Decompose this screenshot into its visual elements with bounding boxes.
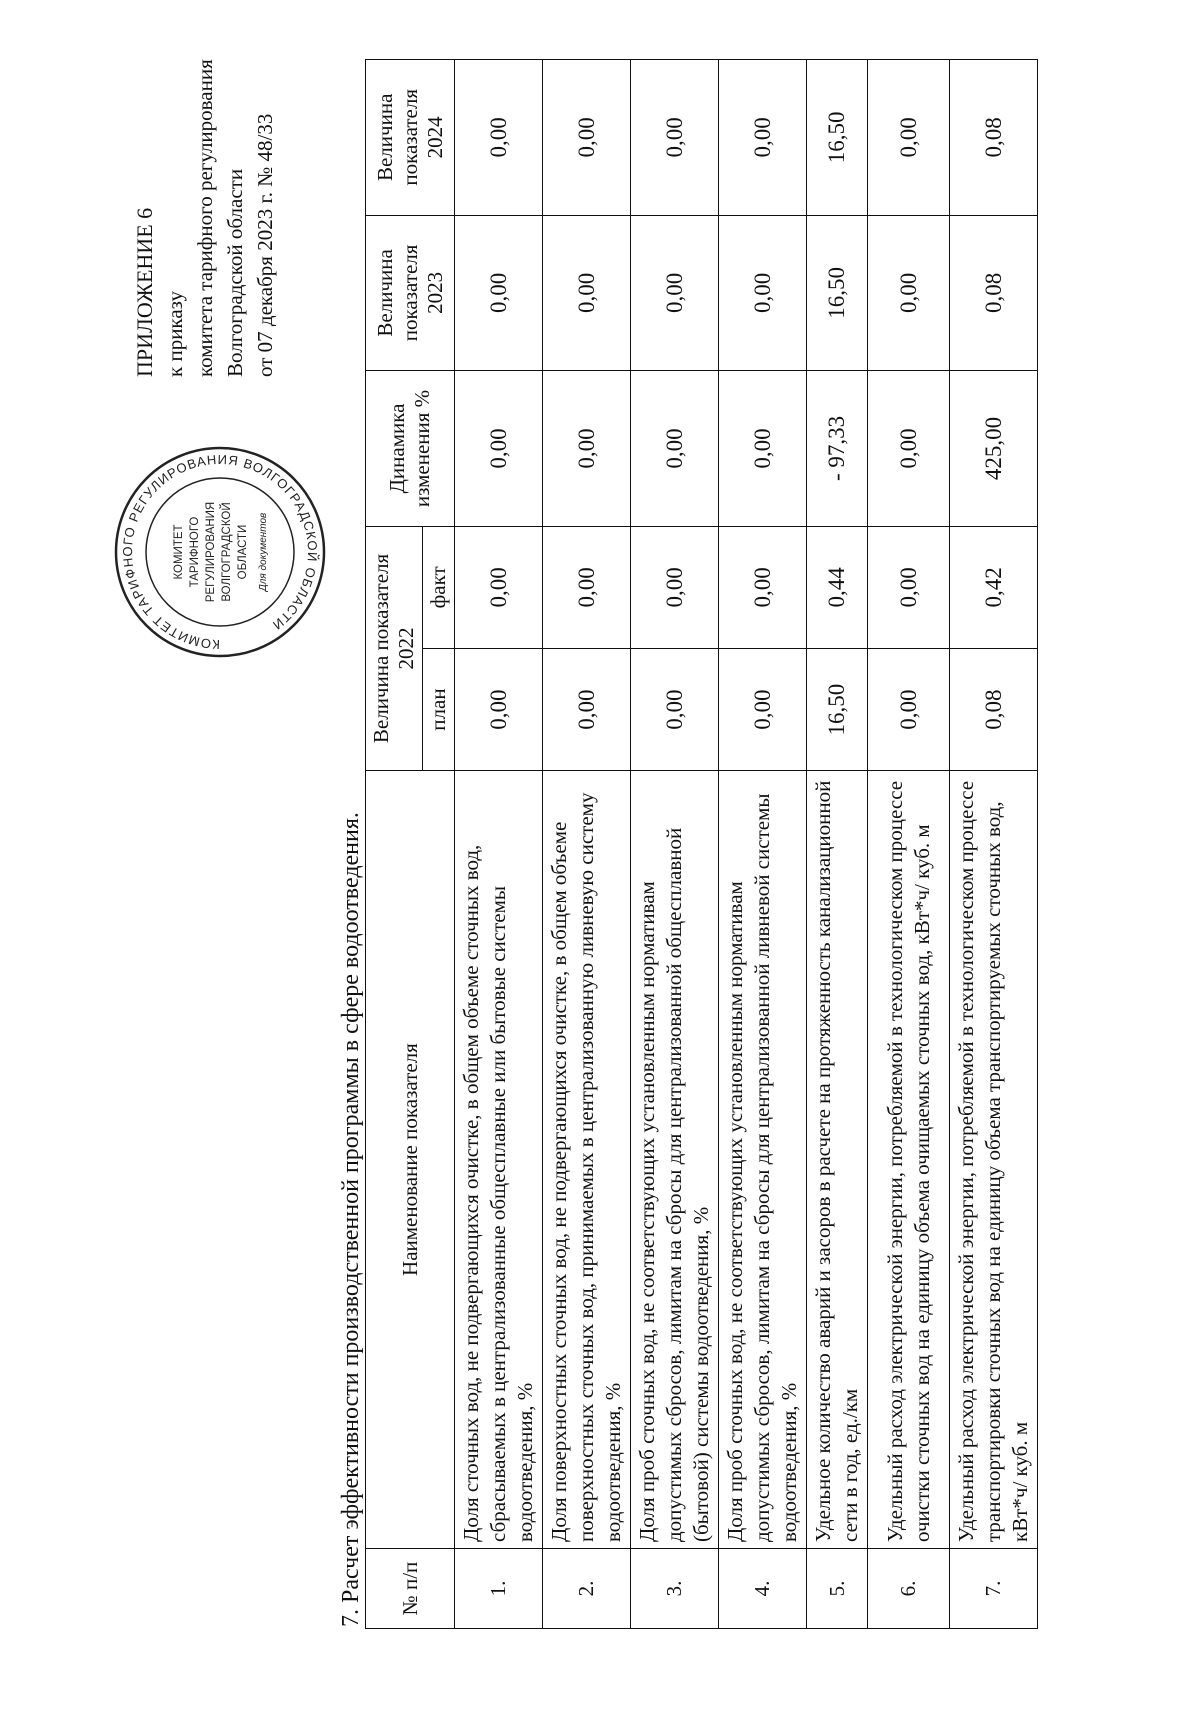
indicator-name: Доля поверхностных сточных вод, не подвергающихся очистке, в общем объеме поверхностных сточных вод, принимаемых в централизованную ливневую систему водоотведения, % xyxy=(543,771,631,1549)
stamp-ring-text: КОМИТЕТ ТАРИФНОГО РЕГУЛИРОВАНИЯ ВОЛГОГРАДСКОЙ ОБЛАСТИ xyxy=(119,451,321,653)
dynamics-value: 0,00 xyxy=(719,371,807,527)
section-title xyxy=(338,812,365,1627)
fact-2022-value: 0,00 xyxy=(719,526,807,648)
value-2024: 0,00 xyxy=(543,60,631,216)
fact-2022-value: 0,00 xyxy=(455,526,543,648)
appendix-header xyxy=(130,59,280,377)
value-2024: 0,00 xyxy=(719,60,807,216)
row-number: 6. xyxy=(868,1549,950,1629)
stamp-center-line: ОБЛАСТИ xyxy=(237,524,249,580)
value-2023: 0,00 xyxy=(455,215,543,371)
dynamics-value: 0,00 xyxy=(631,371,719,527)
plan-2022-value: 0,00 xyxy=(631,648,719,770)
header-value-2023: Величина показателя 2023 xyxy=(366,215,455,371)
fact-2022-value: 0,42 xyxy=(950,526,1038,648)
value-2024: 0,08 xyxy=(950,60,1038,216)
row-number: 2. xyxy=(543,1549,631,1629)
value-2023: 0,00 xyxy=(719,215,807,371)
indicator-name: Доля сточных вод, не подвергающихся очистке, в общем объеме сточных вод, сбрасываемых в централизованные общесплавные или бытовые системы водоотведения, % xyxy=(455,771,543,1549)
indicator-name: Доля проб сточных вод, не соответствующих установленным нормативам допустимых сбросов, лимитам на сбросы для централизованной ливневой системы водоотведения, % xyxy=(719,771,807,1549)
row-number: 5. xyxy=(807,1549,868,1629)
appendix-title: ПРИЛОЖЕНИЕ 6 xyxy=(132,207,157,377)
indicator-name: Удельное количество аварий и засоров в расчете на протяженность канализационной сети в год, ед./км xyxy=(807,771,868,1549)
header-fact: факт xyxy=(423,526,455,648)
value-2024: 16,50 xyxy=(807,60,868,216)
fact-2022-value: 0,00 xyxy=(868,526,950,648)
stamp-center-line: ТАРИФНОГО xyxy=(189,516,201,588)
section-number: 7. xyxy=(338,1609,364,1627)
dynamics-value: - 97,33 xyxy=(807,371,868,527)
row-number: 3. xyxy=(631,1549,719,1629)
dynamics-value: 0,00 xyxy=(543,371,631,527)
value-2024: 0,00 xyxy=(868,60,950,216)
table-row xyxy=(455,60,543,1629)
appendix-order-line: к приказу xyxy=(163,291,187,377)
plan-2022-value: 0,00 xyxy=(455,648,543,770)
stamp-center-line: РЕГУЛИРОВАНИЯ xyxy=(205,501,217,603)
value-2023: 0,00 xyxy=(868,215,950,371)
header-value-2024: Величина показателя 2024 xyxy=(366,60,455,216)
fact-2022-value: 0,00 xyxy=(631,526,719,648)
header-name: Наименование показателя xyxy=(366,771,455,1549)
row-number: 1. xyxy=(455,1549,543,1629)
appendix-region-line: Волгоградской области xyxy=(223,168,247,377)
fact-2022-value: 0,00 xyxy=(543,526,631,648)
plan-2022-value: 0,08 xyxy=(950,648,1038,770)
efficiency-table xyxy=(365,59,1038,1629)
dynamics-value: 0,00 xyxy=(455,371,543,527)
value-2024: 0,00 xyxy=(455,60,543,216)
header-plan: план xyxy=(423,648,455,770)
plan-2022-value: 16,50 xyxy=(807,648,868,770)
value-2023: 16,50 xyxy=(807,215,868,371)
section-title-text: Расчет эффективности производственной программы в сфере водоотведения. xyxy=(338,812,364,1603)
appendix-date-line: от 07 декабря 2023 г. № 48/33 xyxy=(253,113,277,377)
header-value-2022: Величина показателя 2022 xyxy=(366,526,423,770)
indicator-name: Доля проб сточных вод, не соответствующих установленным нормативам допустимых сбросов, лимитам на сбросы для централизованной общесплавной (бытовой) системы водоотведения, % xyxy=(631,771,719,1549)
table-row xyxy=(719,60,807,1629)
stamp-center-line: ВОЛГОГРАДСКОЙ xyxy=(221,502,233,602)
table-row xyxy=(868,60,950,1629)
stamp-center-line: Для документов xyxy=(258,512,269,592)
plan-2022-value: 0,00 xyxy=(719,648,807,770)
stamp-center-line: КОМИТЕТ xyxy=(173,524,185,580)
table-row xyxy=(631,60,719,1629)
indicator-name: Удельный расход электрической энергии, потребляемой в технологическом процессе очистки сточных вод на единицу объема очищаемых сточных вод, кВт*ч/ куб. м xyxy=(868,771,950,1549)
row-number: 4. xyxy=(719,1549,807,1629)
table-row xyxy=(807,60,868,1629)
table-row xyxy=(950,60,1038,1629)
dynamics-value: 0,00 xyxy=(868,371,950,527)
appendix-committee-line: комитета тарифного регулирования xyxy=(193,59,217,377)
fact-2022-value: 0,44 xyxy=(807,526,868,648)
value-2023: 0,00 xyxy=(631,215,719,371)
plan-2022-value: 0,00 xyxy=(543,648,631,770)
value-2023: 0,08 xyxy=(950,215,1038,371)
header-num: № п/п xyxy=(366,1549,455,1629)
indicator-name: Удельный расход электрической энергии, потребляемой в технологическом процессе транспортировки сточных вод на единицу объема транспортируемых сточных вод, кВт*ч/ куб. м xyxy=(950,771,1038,1549)
official-stamp xyxy=(110,442,330,662)
row-number: 7. xyxy=(950,1549,1038,1629)
value-2023: 0,00 xyxy=(543,215,631,371)
dynamics-value: 425,00 xyxy=(950,371,1038,527)
header-dynamics: Динамика изменения % xyxy=(366,371,455,527)
table-row xyxy=(543,60,631,1629)
plan-2022-value: 0,00 xyxy=(868,648,950,770)
value-2024: 0,00 xyxy=(631,60,719,216)
